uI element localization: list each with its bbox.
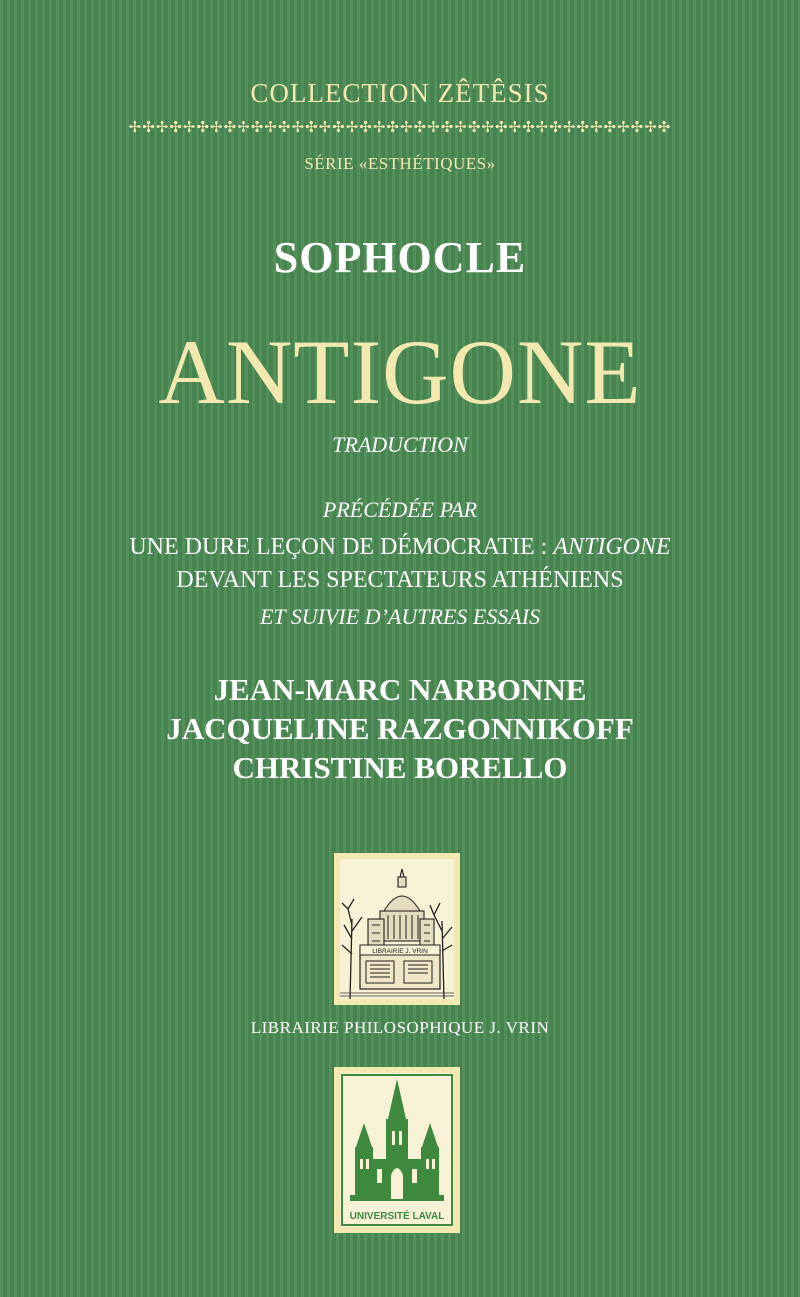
author-name: SOPHOCLE	[273, 233, 527, 282]
publisher-name: LIBRAIRIE PHILOSOPHIQUE J. VRIN	[250, 1018, 550, 1037]
book-title: ANTIGONE	[158, 321, 642, 423]
contributor-1: JEAN-MARC NARBONNE	[213, 672, 587, 707]
essay-title-line-2: DEVANT LES SPECTATEURS ATHÉNIENS	[176, 567, 624, 593]
laval-church-icon	[340, 1073, 454, 1227]
preceded-by: PRÉCÉDÉE PAR	[322, 497, 478, 522]
contributor-2: JACQUELINE RAZGONNIKOFF	[166, 711, 634, 746]
subtitle: TRADUCTION	[332, 432, 468, 457]
universite-laval-logo	[334, 1067, 460, 1233]
vrin-logo	[334, 853, 460, 1005]
essay-title-italic: ANTIGONE	[553, 534, 671, 560]
vrin-engraving-icon	[340, 859, 454, 999]
essay-title-text: UNE DURE LEÇON DE DÉMOCRATIE :	[129, 534, 554, 560]
essay-title-line-1	[0, 534, 800, 561]
contributor-3: CHRISTINE BORELLO	[232, 750, 568, 785]
series-name: SÉRIE «ESTHÉTIQUES»	[304, 154, 496, 173]
ornament-divider: ✢✣✢✣✢✣✢✣✢✣✢✣✢✣✢✣✢✣✢✣✢✣✢✣✢✣✢✣✢✣✢✣✢✣✢✣✢✣✢✣	[128, 120, 672, 136]
vrin-logo-text: LIBRAIRIE J. VRIN	[372, 948, 428, 955]
other-essays: ET SUIVIE D’AUTRES ESSAIS	[259, 604, 541, 629]
collection-name: COLLECTION ZÊTÊSIS	[250, 78, 550, 108]
laval-logo-text: UNIVERSITÉ LAVAL	[349, 1211, 445, 1222]
